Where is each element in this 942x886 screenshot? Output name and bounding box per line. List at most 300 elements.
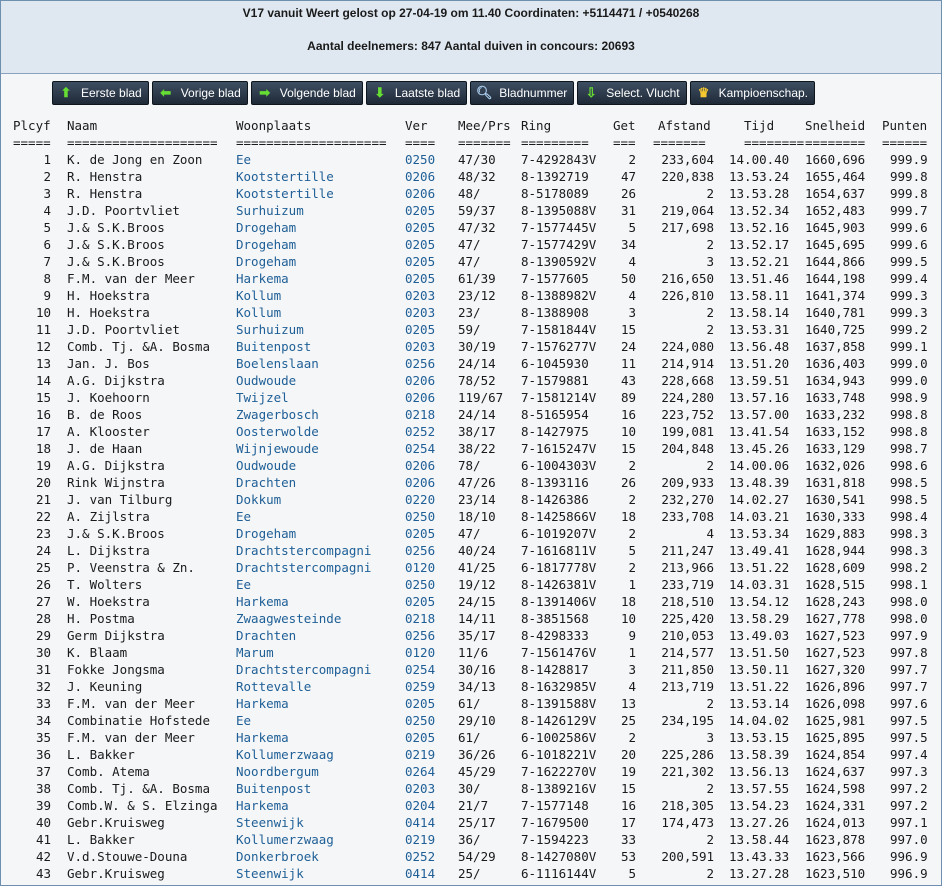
afstand-cell: 224,080 xyxy=(661,339,714,354)
meeprs-cell: 34/13 xyxy=(458,679,496,694)
punten-cell: 998.5 xyxy=(890,475,928,490)
plcyf-cell: 36 xyxy=(35,747,51,762)
naam-cell: A. Zijlstra xyxy=(67,509,150,524)
get-cell: 5 xyxy=(628,220,636,235)
punten-cell: 996.9 xyxy=(890,849,928,864)
plcyf-cell: 34 xyxy=(35,713,51,728)
meeprs-cell: 36/ xyxy=(458,832,481,847)
plcyf-cell: 33 xyxy=(35,696,51,711)
table-row xyxy=(1,695,941,712)
naam-cell: H. Hoekstra xyxy=(67,305,150,320)
table-row xyxy=(1,848,941,865)
table-row xyxy=(1,865,941,882)
snelheid-cell: 1645,903 xyxy=(805,220,866,235)
table-row xyxy=(1,406,941,423)
meeprs-cell: 119/67 xyxy=(458,390,504,405)
meeprs-cell: 48/ xyxy=(458,186,481,201)
snelheid-cell: 1655,464 xyxy=(805,169,866,184)
afstand-cell: 2 xyxy=(706,322,714,337)
table-row xyxy=(1,780,941,797)
meeprs-cell: 47/30 xyxy=(458,152,496,167)
plcyf-cell: 11 xyxy=(35,322,51,337)
afstand-cell: 2 xyxy=(706,305,714,320)
punten-cell: 997.9 xyxy=(890,628,928,643)
snelheid-cell: 1624,598 xyxy=(805,781,866,796)
punten-cell: 999.1 xyxy=(890,339,928,354)
get-cell: 19 xyxy=(620,764,636,779)
tijd-cell: 14.00.40 xyxy=(729,152,790,167)
ver-cell: 0252 xyxy=(405,424,436,439)
punten-cell: 999.7 xyxy=(890,203,928,218)
ver-cell: 0203 xyxy=(405,305,436,320)
ver-cell: 0206 xyxy=(405,390,436,405)
meeprs-cell: 24/14 xyxy=(458,407,496,422)
plcyf-cell: 27 xyxy=(35,594,51,609)
woonplaats-cell: Harkema xyxy=(236,798,289,813)
tijd-cell: 14.04.02 xyxy=(729,713,790,728)
woonplaats-cell: Drachtstercompagni xyxy=(236,560,372,575)
table-row xyxy=(1,593,941,610)
toolbar-button-label: Laatste blad xyxy=(394,86,461,100)
punten-cell: 998.9 xyxy=(890,390,928,405)
get-cell: 5 xyxy=(628,543,636,558)
snelheid-cell: 1630,333 xyxy=(805,509,866,524)
punten-cell: 998.2 xyxy=(890,560,928,575)
arrow-left-icon: ⬅ xyxy=(160,85,172,100)
snelheid-cell: 1641,374 xyxy=(805,288,866,303)
ring-cell: 6-1018221V xyxy=(521,747,597,762)
punten-cell: 999.8 xyxy=(890,169,928,184)
snelheid-cell: 1626,896 xyxy=(805,679,866,694)
ver-cell: 0264 xyxy=(405,764,436,779)
ver-cell: 0120 xyxy=(405,560,436,575)
col-header-ver: Ver xyxy=(405,118,428,133)
meeprs-cell: 47/ xyxy=(458,237,481,252)
tijd-cell: 13.52.21 xyxy=(729,254,790,269)
table-row xyxy=(1,678,941,695)
magnifier-icon: 🔍︎ xyxy=(475,85,493,100)
toolbar-button-label: Select. Vlucht xyxy=(606,86,680,100)
ver-cell: 0219 xyxy=(405,747,436,762)
ver-cell: 0203 xyxy=(405,288,436,303)
ver-cell: 0206 xyxy=(405,169,436,184)
ring-cell: 7-4292843V xyxy=(521,152,597,167)
afstand-cell: 213,966 xyxy=(661,560,714,575)
col-header-meeprs: Mee/Prs xyxy=(458,118,511,133)
tijd-cell: 13.53.28 xyxy=(729,186,790,201)
table-row xyxy=(1,151,941,168)
separator: ======= xyxy=(458,135,511,150)
ver-cell: 0414 xyxy=(405,815,436,830)
ring-cell: 8-1426129V xyxy=(521,713,597,728)
afstand-cell: 221,302 xyxy=(661,764,714,779)
naam-cell: J. Koehoorn xyxy=(67,390,150,405)
ring-cell: 8-4298333 xyxy=(521,628,589,643)
meeprs-cell: 14/11 xyxy=(458,611,496,626)
ring-cell: 8-1426386 xyxy=(521,492,589,507)
arrow-down-icon: ⬇ xyxy=(374,85,386,100)
plcyf-cell: 41 xyxy=(35,832,51,847)
naam-cell: Combinatie Hofstede xyxy=(67,713,210,728)
ver-cell: 0256 xyxy=(405,356,436,371)
ver-cell: 0250 xyxy=(405,713,436,728)
snelheid-cell: 1628,944 xyxy=(805,543,866,558)
snelheid-cell: 1633,748 xyxy=(805,390,866,405)
punten-cell: 998.0 xyxy=(890,594,928,609)
naam-cell: J.& S.K.Broos xyxy=(67,526,165,541)
plcyf-cell: 43 xyxy=(35,866,51,881)
woonplaats-cell: Kollumerzwaag xyxy=(236,747,334,762)
get-cell: 18 xyxy=(620,594,636,609)
plcyf-cell: 39 xyxy=(35,798,51,813)
toolbar-button-vorige-blad[interactable] xyxy=(152,81,248,105)
toolbar-button-volgende-blad[interactable] xyxy=(251,81,363,105)
tijd-cell: 13.51.46 xyxy=(729,271,790,286)
punten-cell: 997.2 xyxy=(890,781,928,796)
woonplaats-cell: Kollumerzwaag xyxy=(236,832,334,847)
table-row xyxy=(1,372,941,389)
meeprs-cell: 78/ xyxy=(458,458,481,473)
table-row xyxy=(1,287,941,304)
tijd-cell: 13.51.50 xyxy=(729,645,790,660)
toolbar-button-eerste-blad[interactable] xyxy=(52,81,149,105)
ver-cell: 0206 xyxy=(405,475,436,490)
afstand-cell: 199,081 xyxy=(661,424,714,439)
ver-cell: 0205 xyxy=(405,730,436,745)
afstand-cell: 211,850 xyxy=(661,662,714,677)
meeprs-cell: 47/26 xyxy=(458,475,496,490)
separator: ======= xyxy=(653,135,706,150)
punten-cell: 997.4 xyxy=(890,747,928,762)
plcyf-cell: 2 xyxy=(43,169,51,184)
toolbar-button-label: Vorige blad xyxy=(180,86,241,100)
table-row xyxy=(1,610,941,627)
woonplaats-cell: Drachtstercompagni xyxy=(236,543,372,558)
plcyf-cell: 21 xyxy=(35,492,51,507)
afstand-cell: 2 xyxy=(706,781,714,796)
afstand-cell: 216,650 xyxy=(661,271,714,286)
tijd-cell: 13.45.26 xyxy=(729,441,790,456)
meeprs-cell: 61/ xyxy=(458,696,481,711)
plcyf-cell: 6 xyxy=(43,237,51,252)
afstand-cell: 3 xyxy=(706,730,714,745)
get-cell: 20 xyxy=(620,747,636,762)
naam-cell: H. Hoekstra xyxy=(67,288,150,303)
snelheid-cell: 1633,152 xyxy=(805,424,866,439)
plcyf-cell: 13 xyxy=(35,356,51,371)
tijd-cell: 13.53.24 xyxy=(729,169,790,184)
ring-cell: 6-1002586V xyxy=(521,730,597,745)
separator: ==================== xyxy=(236,135,387,150)
ring-cell: 8-1391588V xyxy=(521,696,597,711)
meeprs-cell: 47/32 xyxy=(458,220,496,235)
get-cell: 1 xyxy=(628,577,636,592)
ring-cell: 7-1577429V xyxy=(521,237,597,252)
get-cell: 15 xyxy=(620,322,636,337)
plcyf-cell: 23 xyxy=(35,526,51,541)
punten-cell: 998.4 xyxy=(890,509,928,524)
separator: ===== xyxy=(13,135,51,150)
afstand-cell: 219,064 xyxy=(661,203,714,218)
tijd-cell: 13.58.11 xyxy=(729,288,790,303)
naam-cell: A. Klooster xyxy=(67,424,150,439)
get-cell: 11 xyxy=(620,356,636,371)
punten-cell: 996.9 xyxy=(890,866,928,881)
ver-cell: 0250 xyxy=(405,509,436,524)
plcyf-cell: 28 xyxy=(35,611,51,626)
tijd-cell: 13.53.34 xyxy=(729,526,790,541)
tijd-cell: 13.52.16 xyxy=(729,220,790,235)
punten-cell: 999.3 xyxy=(890,305,928,320)
afstand-cell: 4 xyxy=(706,526,714,541)
ver-cell: 0205 xyxy=(405,322,436,337)
snelheid-cell: 1624,013 xyxy=(805,815,866,830)
meeprs-cell: 21/7 xyxy=(458,798,489,813)
plcyf-cell: 25 xyxy=(35,560,51,575)
plcyf-cell: 29 xyxy=(35,628,51,643)
table-row xyxy=(1,321,941,338)
woonplaats-cell: Surhuizum xyxy=(236,203,304,218)
ver-cell: 0205 xyxy=(405,526,436,541)
plcyf-cell: 4 xyxy=(43,203,51,218)
tijd-cell: 13.43.33 xyxy=(729,849,790,864)
snelheid-cell: 1623,510 xyxy=(805,866,866,881)
table-row xyxy=(1,746,941,763)
toolbar-button-bladnummer[interactable] xyxy=(470,81,574,105)
ver-cell: 0254 xyxy=(405,441,436,456)
snelheid-cell: 1628,609 xyxy=(805,560,866,575)
table-row xyxy=(1,542,941,559)
ver-cell: 0205 xyxy=(405,203,436,218)
punten-cell: 997.3 xyxy=(890,764,928,779)
woonplaats-cell: Drachtstercompagni xyxy=(236,662,372,677)
plcyf-cell: 8 xyxy=(43,271,51,286)
punten-cell: 999.8 xyxy=(890,186,928,201)
naam-cell: K. de Jong en Zoon xyxy=(67,152,203,167)
punten-cell: 997.8 xyxy=(890,645,928,660)
ring-cell: 7-1615247V xyxy=(521,441,597,456)
woonplaats-cell: Wijnjewoude xyxy=(236,441,319,456)
naam-cell: Comb. Tj. &A. Bosma xyxy=(67,339,210,354)
toolbar-button-label: Volgende blad xyxy=(279,86,356,100)
afstand-cell: 210,053 xyxy=(661,628,714,643)
ver-cell: 0205 xyxy=(405,254,436,269)
ring-cell: 7-1616811V xyxy=(521,543,597,558)
get-cell: 2 xyxy=(628,152,636,167)
afstand-cell: 226,810 xyxy=(661,288,714,303)
table-row xyxy=(1,831,941,848)
meeprs-cell: 23/ xyxy=(458,305,481,320)
naam-cell: Comb. Tj. &A. Bosma xyxy=(67,781,210,796)
ring-cell: 7-1561476V xyxy=(521,645,597,660)
toolbar-button-laatste-blad[interactable] xyxy=(366,81,467,105)
afstand-cell: 233,719 xyxy=(661,577,714,592)
plcyf-cell: 26 xyxy=(35,577,51,592)
ver-cell: 0250 xyxy=(405,577,436,592)
ring-cell: 7-1576277V xyxy=(521,339,597,354)
snelheid-cell: 1629,883 xyxy=(805,526,866,541)
snelheid-cell: 1644,866 xyxy=(805,254,866,269)
snelheid-cell: 1645,695 xyxy=(805,237,866,252)
results-table xyxy=(1,117,941,882)
naam-cell: H. Postma xyxy=(67,611,135,626)
get-cell: 89 xyxy=(620,390,636,405)
meeprs-cell: 35/17 xyxy=(458,628,496,643)
meeprs-cell: 41/25 xyxy=(458,560,496,575)
tijd-cell: 13.41.54 xyxy=(729,424,790,439)
naam-cell: L. Dijkstra xyxy=(67,543,150,558)
col-header-get: Get xyxy=(613,118,636,133)
col-header-ring: Ring xyxy=(521,118,552,133)
col-header-plcyf: Plcyf xyxy=(13,118,51,133)
ver-cell: 0219 xyxy=(405,832,436,847)
ring-cell: 8-1427080V xyxy=(521,849,597,864)
plcyf-cell: 24 xyxy=(35,543,51,558)
get-cell: 4 xyxy=(628,254,636,269)
toolbar-button-kampioenschap[interactable] xyxy=(690,81,815,105)
naam-cell: J.& S.K.Broos xyxy=(67,237,165,252)
table-row xyxy=(1,661,941,678)
col-header-afstand: Afstand xyxy=(658,118,711,133)
plcyf-cell: 20 xyxy=(35,475,51,490)
ring-cell: 6-1817778V xyxy=(521,560,597,575)
ver-cell: 0203 xyxy=(405,339,436,354)
get-cell: 26 xyxy=(620,475,636,490)
plcyf-cell: 32 xyxy=(35,679,51,694)
ring-cell: 8-1426381V xyxy=(521,577,597,592)
tijd-cell: 13.48.39 xyxy=(729,475,790,490)
snelheid-cell: 1632,026 xyxy=(805,458,866,473)
ver-cell: 0205 xyxy=(405,271,436,286)
naam-cell: A.G. Dijkstra xyxy=(67,458,165,473)
ver-cell: 0218 xyxy=(405,407,436,422)
table-header-row xyxy=(1,117,941,134)
punten-cell: 998.3 xyxy=(890,526,928,541)
punten-cell: 998.8 xyxy=(890,407,928,422)
ring-cell: 8-1428817 xyxy=(521,662,589,677)
plcyf-cell: 35 xyxy=(35,730,51,745)
snelheid-cell: 1625,981 xyxy=(805,713,866,728)
afstand-cell: 232,270 xyxy=(661,492,714,507)
afstand-cell: 2 xyxy=(706,866,714,881)
afstand-cell: 233,708 xyxy=(661,509,714,524)
tijd-cell: 13.58.29 xyxy=(729,611,790,626)
naam-cell: Gebr.Kruisweg xyxy=(67,815,165,830)
table-header-separator xyxy=(1,134,941,151)
naam-cell: J. de Haan xyxy=(67,441,143,456)
punten-cell: 998.8 xyxy=(890,424,928,439)
snelheid-cell: 1630,541 xyxy=(805,492,866,507)
afstand-cell: 233,604 xyxy=(661,152,714,167)
get-cell: 2 xyxy=(628,730,636,745)
woonplaats-cell: Buitenpost xyxy=(236,781,312,796)
ring-cell: 7-1594223 xyxy=(521,832,589,847)
meeprs-cell: 25/ xyxy=(458,866,481,881)
get-cell: 53 xyxy=(620,849,636,864)
ring-cell: 8-1393116 xyxy=(521,475,589,490)
col-header-naam: Naam xyxy=(67,118,98,133)
col-header-punten: Punten xyxy=(882,118,928,133)
meeprs-cell: 47/ xyxy=(458,526,481,541)
toolbar-button-select-vlucht[interactable] xyxy=(577,81,686,105)
snelheid-cell: 1627,523 xyxy=(805,628,866,643)
tijd-cell: 13.57.16 xyxy=(729,390,790,405)
meeprs-cell: 61/39 xyxy=(458,271,496,286)
plcyf-cell: 5 xyxy=(43,220,51,235)
snelheid-cell: 1654,637 xyxy=(805,186,866,201)
afstand-cell: 225,286 xyxy=(661,747,714,762)
naam-cell: J. Keuning xyxy=(67,679,143,694)
afstand-cell: 234,195 xyxy=(661,713,714,728)
meeprs-cell: 23/12 xyxy=(458,288,496,303)
afstand-cell: 2 xyxy=(706,186,714,201)
woonplaats-cell: Harkema xyxy=(236,730,289,745)
get-cell: 15 xyxy=(620,441,636,456)
punten-cell: 997.0 xyxy=(890,832,928,847)
meeprs-cell: 25/17 xyxy=(458,815,496,830)
table-row xyxy=(1,440,941,457)
table-row xyxy=(1,457,941,474)
afstand-cell: 214,914 xyxy=(661,356,714,371)
plcyf-cell: 17 xyxy=(35,424,51,439)
get-cell: 33 xyxy=(620,832,636,847)
get-cell: 2 xyxy=(628,492,636,507)
table-row xyxy=(1,304,941,321)
get-cell: 34 xyxy=(620,237,636,252)
table-row xyxy=(1,508,941,525)
naam-cell: L. Bakker xyxy=(67,747,135,762)
get-cell: 43 xyxy=(620,373,636,388)
meeprs-cell: 59/ xyxy=(458,322,481,337)
get-cell: 10 xyxy=(620,424,636,439)
meeprs-cell: 24/15 xyxy=(458,594,496,609)
snelheid-cell: 1636,403 xyxy=(805,356,866,371)
ring-cell: 8-1427975 xyxy=(521,424,589,439)
table-row xyxy=(1,576,941,593)
ver-cell: 0206 xyxy=(405,458,436,473)
tijd-cell: 13.58.44 xyxy=(729,832,790,847)
ver-cell: 0252 xyxy=(405,849,436,864)
ver-cell: 0204 xyxy=(405,798,436,813)
afstand-cell: 2 xyxy=(706,832,714,847)
punten-cell: 997.1 xyxy=(890,815,928,830)
plcyf-cell: 19 xyxy=(35,458,51,473)
plcyf-cell: 40 xyxy=(35,815,51,830)
snelheid-cell: 1627,523 xyxy=(805,645,866,660)
woonplaats-cell: Marum xyxy=(236,645,274,660)
naam-cell: R. Henstra xyxy=(67,186,143,201)
table-row xyxy=(1,168,941,185)
ver-cell: 0256 xyxy=(405,628,436,643)
meeprs-cell: 30/16 xyxy=(458,662,496,677)
snelheid-cell: 1640,725 xyxy=(805,322,866,337)
meeprs-cell: 18/10 xyxy=(458,509,496,524)
ring-cell: 8-1388982V xyxy=(521,288,597,303)
tijd-cell: 13.52.17 xyxy=(729,237,790,252)
afstand-cell: 2 xyxy=(706,237,714,252)
plcyf-cell: 30 xyxy=(35,645,51,660)
punten-cell: 997.5 xyxy=(890,713,928,728)
plcyf-cell: 22 xyxy=(35,509,51,524)
snelheid-cell: 1652,483 xyxy=(805,203,866,218)
woonplaats-cell: Drogeham xyxy=(236,237,297,252)
ring-cell: 7-1679500 xyxy=(521,815,589,830)
plcyf-cell: 42 xyxy=(35,849,51,864)
table-row xyxy=(1,355,941,372)
table-row xyxy=(1,219,941,236)
punten-cell: 999.0 xyxy=(890,373,928,388)
naam-cell: Comb. Atema xyxy=(67,764,150,779)
